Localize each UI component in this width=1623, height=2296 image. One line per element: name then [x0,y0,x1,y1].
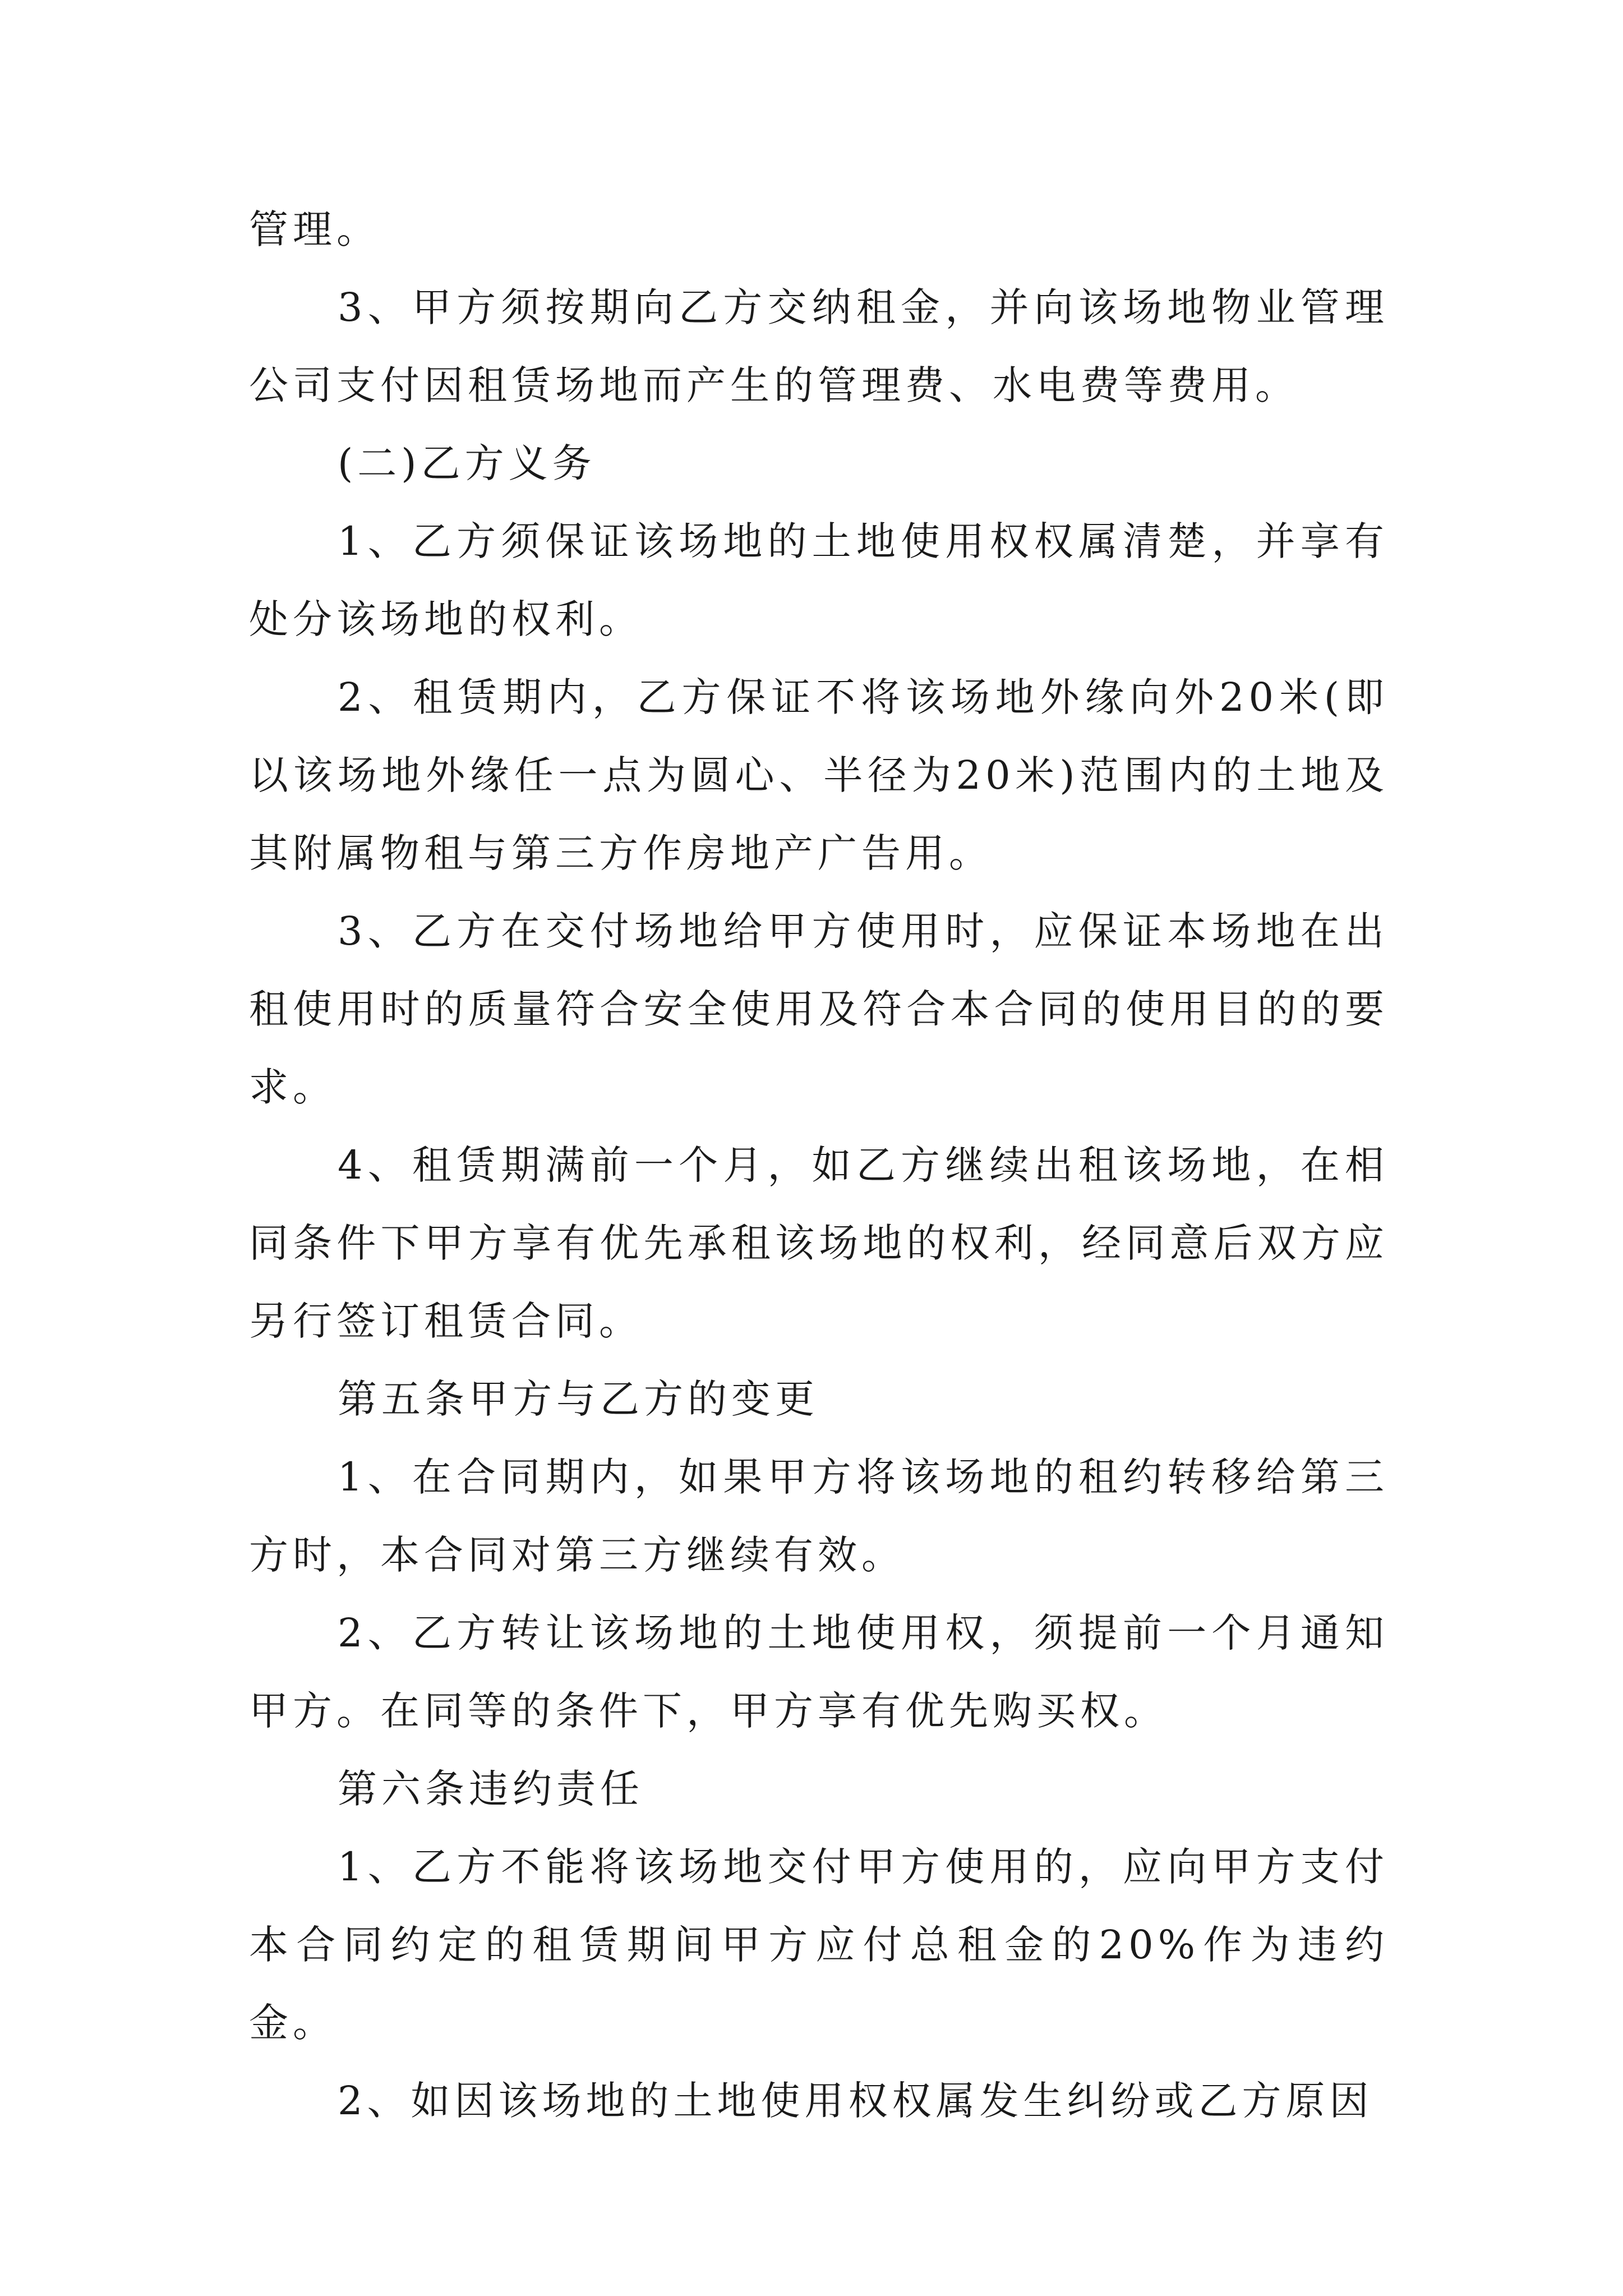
article-5-heading: 第五条甲方与乙方的变更 [338,1376,819,1422]
clause-no-competing-lease: 2、租赁期内，乙方保证不将该场地外缘向外20米(即以该场地外缘任一点为圆心、半径为20米)范围内的土地及其附属物租与第三方作房地产广告用。 [249,674,1389,876]
clause-tenant-pay-rent: 3、甲方须按期向乙方交纳租金，并向该场地物业管理公司支付因租赁场地而产生的管理费、水电费等费用。 [249,284,1389,408]
paragraph-continuation: 管理。 [249,206,380,252]
clause-site-quality: 3、乙方在交付场地给甲方使用时，应保证本场地在出租使用时的质量符合安全使用及符合本合同的使用目的的要求。 [249,908,1389,1110]
document-page [249,191,1389,2140]
clause-renewal-priority: 4、租赁期满前一个月，如乙方继续出租该场地，在相同条件下甲方享有优先承租该场地的权利，经同意后双方应另行签订租赁合同。 [249,1142,1389,1344]
article-6-heading: 第六条违约责任 [338,1766,644,1812]
section-heading-lessor-duties: (二)乙方义务 [338,440,596,486]
clause-lease-transfer: 1、在合同期内，如果甲方将该场地的租约转移给第三方时，本合同对第三方继续有效。 [249,1454,1389,1578]
clause-title-dispute: 2、如因该场地的土地使用权权属发生纠纷或乙方原因 [338,2078,1373,2124]
clause-land-title: 1、乙方须保证该场地的土地使用权权属清楚，并享有处分该场地的权利。 [249,518,1389,642]
clause-penalty-delivery: 1、乙方不能将该场地交付甲方使用的，应向甲方支付本合同约定的租赁期间甲方应付总租金的20%作为违约金。 [249,1844,1389,2046]
clause-right-of-purchase: 2、乙方转让该场地的土地使用权，须提前一个月通知甲方。在同等的条件下，甲方享有优先购买权。 [249,1610,1389,1734]
